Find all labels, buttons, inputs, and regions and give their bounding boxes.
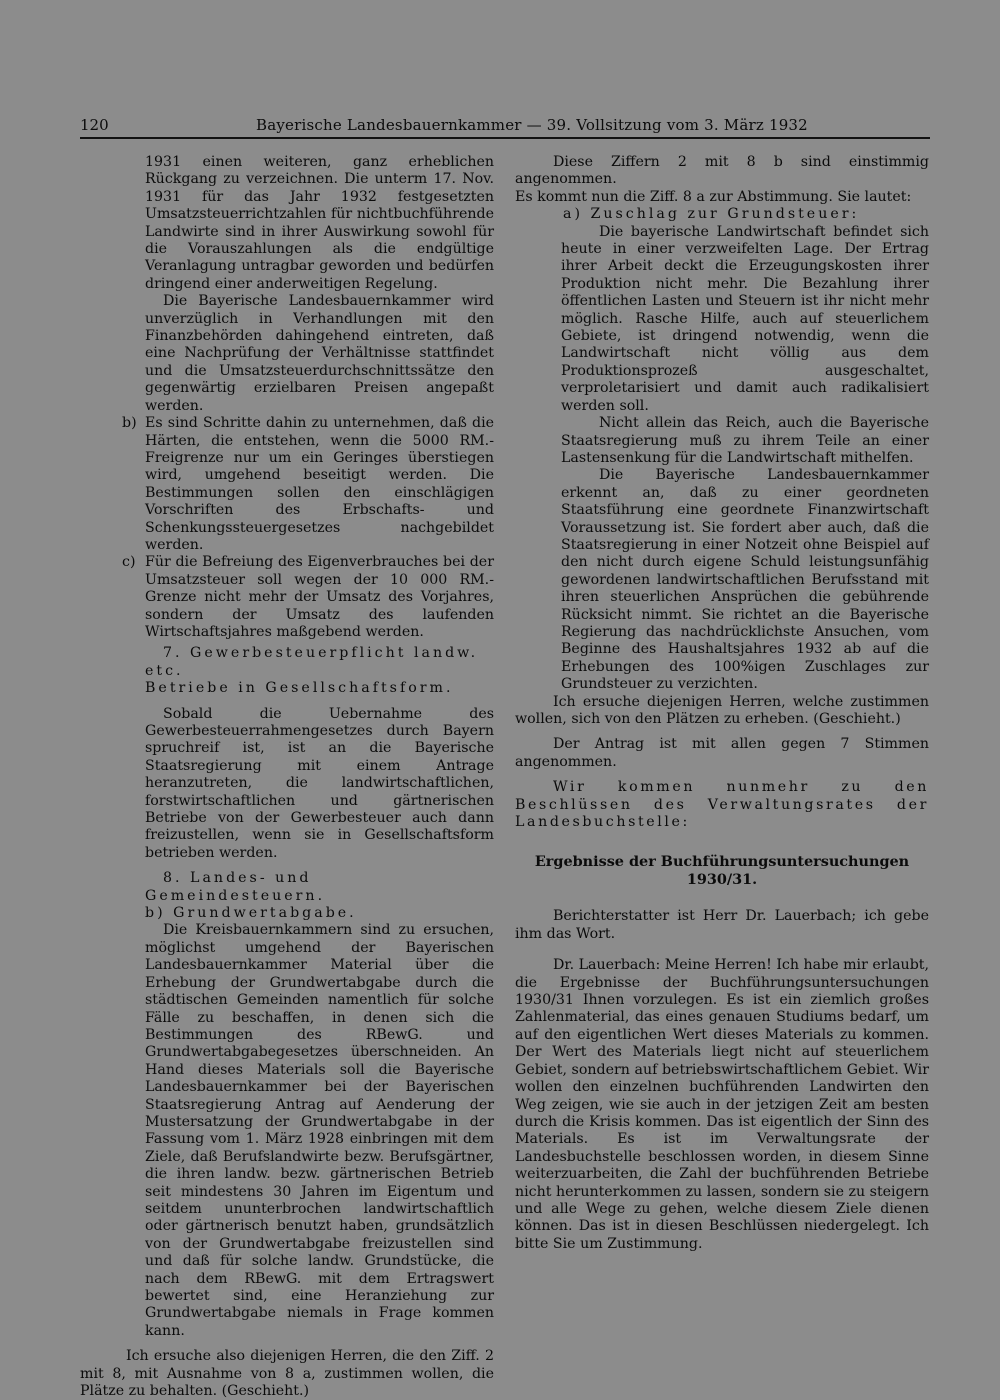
left-paragraph-1: 1931 einen weiteren, ganz erheblichen Rückgang zu verzeichnen. Die unterm 17. Nov. 1931 für das Jahr 1932 festgesetzten Umsatzsteuerrichtzahlen für nichtbuchführende Landwirte sind in ihrer Auswirkung sowohl für die Vorauszahlungen als die endgültige Veranlagung untragbar geworden und bedürfen dringend einer anderweitigen Regelung. xyxy=(145,154,494,292)
right-paragraph-1: Diese Ziffern 2 mit 8 b sind einstimmig angenommen. xyxy=(515,154,929,188)
section-7-paragraph: Sobald die Uebernahme des Gewerbesteuerrahmengesetzes durch Bayern spruchreif ist, ist an die Bayerische Staatsregierung mit einem Antrage heranzutreten, die landwirtschaftlichen, forstwirtschaftlichen und gärtnerischen Betriebe von der Gewerbesteuer auch dann freizustellen, wenn sie in Gesellschaftsform betrieben werden. xyxy=(145,705,494,861)
right-paragraph-7: Dr. Lauerbach: Meine Herren! Ich habe mir erlaubt, die Ergebnisse der Buchführungsuntersuchungen 1930/31 Ihnen vorzulegen. Es ist ein ziemlich großes Zahlenmaterial, das eines genauen Studiums bedarf, um auf den eigentlichen Wert dieses Materials zu kommen. Der Wert des Materials liegt nicht auf steuerlichem Gebiet, sondern auf betriebswirtschaftlichem Gebiet. Wir wollen den einzelnen buchführenden Landwirten den Weg zeigen, wie sie auch in der jetzigen Zeit am besten durch die Krisis kommen. Das ist eigentlich der Sinn des Materials. Es ist im Verwaltungsrate der Landesbuchstelle beschlossen worden, in diesem Sinne weiterzuarbeiten, die Zahl der buchführenden Betriebe nicht herunterkommen zu lassen, sondern sie zu steigern und alle Wege zu gehen, welche diesem Ziele dienen können. Das ist in diesen Beschlüssen niedergelegt. Ich bitte Sie um Zustimmung. xyxy=(515,957,929,1252)
right-column xyxy=(515,154,929,1253)
item-a-paragraph-2: Nicht allein das Reich, auch die Bayerische Staatsregierung muß zu ihrem Teile an einer Lastensenkung für die Landwirtschaft mithelfen. xyxy=(561,415,929,466)
left-closing-paragraph: Ich ersuche also diejenigen Herren, die den Ziff. 2 mit 8, mit Ausnahme von 8 a, zustimmen wollen, die Plätze zu behalten. (Geschieht.) xyxy=(80,1348,494,1400)
item-a-paragraph-3: Die Bayerische Landesbauernkammer erkennt an, daß zu einer geordneten Staatsführung eine geordnete Finanzwirtschaft Voraussetzung ist. Sie fordert aber auch, daß die Staatsregierung in einer Notzeit ohne Beispiel auf den nicht durch eigene Schuld leistungsunfähig gewordenen landwirtschaftlichen Berufsstand mit ihren steuerlichen Ansprüchen die gebührende Rücksicht nimmt. Sie richtet an die Bayerische Regierung das nachdrücklichste Ansuchen, vom Beginne des Haushaltsjahres 1932 ab auf die Erhebungen des 100%igen Zuschlages zur Grundsteuer zu verzichten. xyxy=(561,467,929,693)
item-c xyxy=(80,554,494,641)
section-heading-line2: 1930/31. xyxy=(686,870,758,888)
section-8-heading-line2: b) Grundwertabgabe. xyxy=(145,905,357,922)
item-a-heading: a) Zuschlag zur Grundsteuer: xyxy=(563,206,860,223)
running-header xyxy=(80,113,930,139)
right-paragraph-5: Wir kommen nunmehr zu den Beschlüssen des Verwaltungsrates der Landesbuchstelle: xyxy=(515,779,929,831)
item-c-label: c) xyxy=(122,554,136,571)
section-7-heading-line2: Betriebe in Gesellschaftsform. xyxy=(145,680,454,697)
item-b xyxy=(80,415,494,554)
section-7 xyxy=(80,645,494,1340)
left-indented-block xyxy=(80,154,494,415)
right-paragraph-2: Es kommt nun die Ziff. 8 a zur Abstimmung. Sie lautet: xyxy=(515,188,912,205)
item-c-text: Für die Befreiung des Eigenverbrauches bei der Umsatzsteuer soll wegen der 10 000 RM.-Grenze nicht mehr der Umsatz des Vorjahres, sondern der Umsatz des laufenden Wirtschaftsjahres maßgebend werden. xyxy=(145,554,494,640)
running-title: Bayerische Landesbauernkammer — 39. Vollsitzung vom 3. März 1932 xyxy=(256,116,808,134)
item-a-paragraph-1: Die bayerische Landwirtschaft befindet sich heute in einer verzweifelten Lage. Der Ertrag ihrer Arbeit deckt die Erzeugungskosten ihrer Produktion nicht mehr. Die Bezahlung ihrer öffentlichen Lasten und Steuern ist ihr nicht mehr möglich. Rasche Hilfe, auch auf steuerlichem Gebiete, ist dringend notwendig, wenn die Landwirtschaft nicht völlig aus dem Produktionsprozeß ausgeschaltet, verproletarisiert und damit auch radikalisiert werden soll. xyxy=(561,223,929,414)
page-number: 120 xyxy=(80,116,109,134)
right-paragraph-3: Ich ersuche diejenigen Herren, welche zustimmen wollen, sich von den Plätzen zu erheben. (Geschieht.) xyxy=(515,693,929,727)
item-b-label: b) xyxy=(122,415,137,432)
section-heading xyxy=(515,853,929,888)
item-a-block xyxy=(515,224,929,694)
section-8-heading-line1: 8. Landes- und Gemeindesteuern. xyxy=(145,870,326,904)
section-8-paragraph: Die Kreisbauernkammern sind zu ersuchen, möglichst umgehend der Bayerischen Landesbauernkammer Material über die Erhebung der Grundwertabgabe durch die städtischen Gemeinden namentlich für solche Fälle zu beschaffen, in denen sich die Bestimmungen des RBewG. und Grundwertabgabegesetzes überschneiden. An Hand dieses Materials soll die Bayerische Landesbauernkammer bei der Bayerischen Staatsregierung Antrag auf Aenderung der Mustersatzung der Grundwertabgabe in der Fassung vom 1. März 1928 einbringen mit dem Ziele, daß Berufslandwirte bezw. Berufsgärtner, die ihren landw. bezw. gärtnerischen Betrieb seit mindestens 30 Jahren im Eigentum und seitdem ununterbrochen landwirtschaftlich oder gärtnerisch benutzt haben, grundsätzlich von der Grundwertabgabe freizustellen sind und daß für solche landw. Grundstücke, die nach dem RBewG. mit dem Ertragswert bewertet sind, eine Heranziehung zur Grundwertabgabe niemals in Frage kommen kann. xyxy=(145,922,494,1339)
section-7-heading-line1: 7. Gewerbesteuerpflicht landw. etc. xyxy=(145,645,479,679)
item-b-text: Es sind Schritte dahin zu unternehmen, daß die Härten, die entstehen, wenn die 5000 RM.-Freigrenze nur um ein Geringes überstiegen wird, umgehend beseitigt werden. Die Bestimmungen sollen den einschlägigen Vorschriften des Erbschafts- und Schenkungssteuergesetzes nachgebildet werden. xyxy=(145,415,494,553)
right-paragraph-6: Berichterstatter ist Herr Dr. Lauerbach; ich gebe ihm das Wort. xyxy=(515,908,929,942)
left-paragraph-2: Die Bayerische Landesbauernkammer wird unverzüglich in Verhandlungen mit den Finanzbehörden dahingehend eintreten, daß eine Nachprüfung der Verhältnisse stattfindet und die Umsatzsteuerdurchschnittssätze den gegenwärtig erzielbaren Preisen angepaßt werden. xyxy=(145,293,494,414)
section-heading-line1: Ergebnisse der Buchführungsuntersuchungen xyxy=(534,853,910,871)
left-column xyxy=(80,154,494,1400)
right-paragraph-4: Der Antrag ist mit allen gegen 7 Stimmen angenommen. xyxy=(515,736,929,770)
